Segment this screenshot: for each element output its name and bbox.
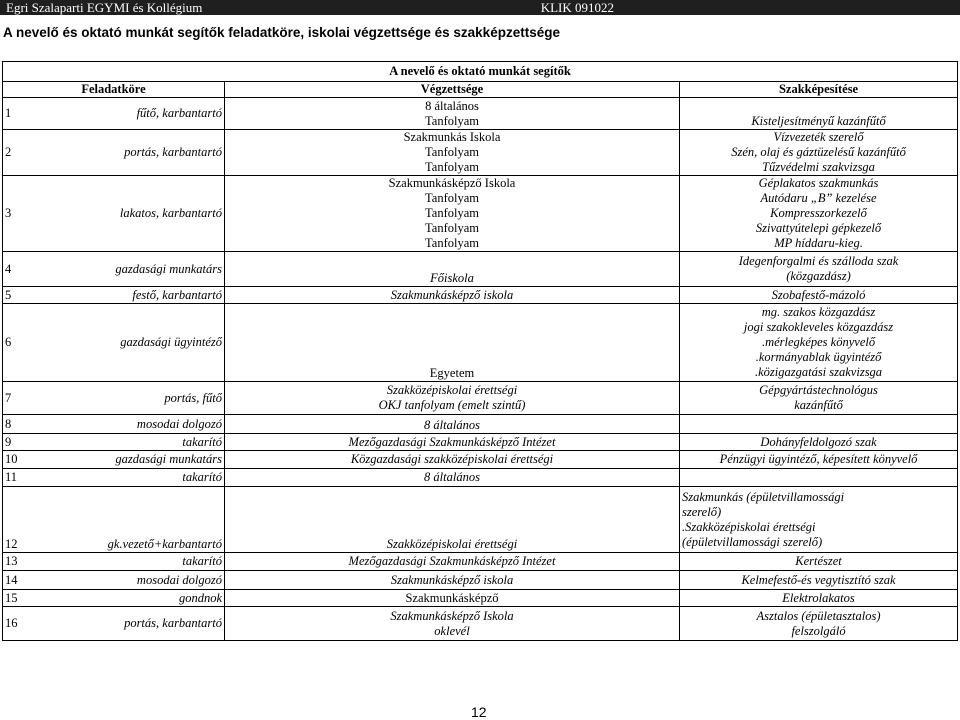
- row-education: Szakmunkásképző: [225, 590, 680, 607]
- table-row: [3, 130, 958, 176]
- row-qualification: Elektrolakatos: [680, 590, 958, 607]
- page-number: 12: [471, 704, 487, 720]
- row-job: mosodai dolgozó: [103, 415, 225, 434]
- row-qualification: Szobafestő-mázoló: [680, 287, 958, 304]
- row-education: Szakmunkásképző Iskola Tanfolyam Tanfolyam Tanfolyam Tanfolyam: [225, 176, 680, 252]
- table-row: [3, 607, 958, 641]
- row-job: lakatos, karbantartó: [103, 176, 225, 252]
- row-qualification: Szakmunkás (épületvillamossági szerelő) .Szakközépiskolai érettségi (épületvillamossági szerelő): [680, 487, 958, 553]
- row-job: takarító: [103, 469, 225, 487]
- row-job: gazdasági munkatárs: [103, 451, 225, 469]
- row-education: 8 általános Tanfolyam: [225, 98, 680, 130]
- table-header-row: [3, 82, 958, 98]
- row-job: portás, karbantartó: [103, 607, 225, 641]
- row-job: festő, karbantartó: [103, 287, 225, 304]
- row-job: takarító: [103, 553, 225, 571]
- row-qualification: Idegenforgalmi és szálloda szak (közgazdász): [680, 252, 958, 287]
- row-qualification: Asztalos (épületasztalos) felszolgáló: [680, 607, 958, 641]
- row-number: 7: [3, 382, 103, 415]
- row-education: Mezőgazdasági Szakmunkásképző Intézet: [225, 434, 680, 451]
- row-qualification: Dohányfeldolgozó szak: [680, 434, 958, 451]
- row-qualification: [680, 469, 958, 487]
- table-row: [3, 98, 958, 130]
- table-row: [3, 451, 958, 469]
- col-header-feladatkore: Feladatköre: [3, 82, 225, 98]
- row-qualification: Géplakatos szakmunkás Autódaru „B” kezelése Kompresszorkezelő Szivattyútelepi gépkezelő MP híddaru-kieg.: [680, 176, 958, 252]
- table-row: [3, 176, 958, 252]
- table-row: [3, 252, 958, 287]
- table-row: [3, 571, 958, 590]
- row-education: 8 általános: [225, 415, 680, 434]
- row-education: Egyetem: [225, 304, 680, 382]
- row-number: 4: [3, 252, 103, 287]
- table-row: [3, 415, 958, 434]
- row-qualification: Gépgyártástechnológus kazánfűtő: [680, 382, 958, 415]
- row-education: Szakmunkás Iskola Tanfolyam Tanfolyam: [225, 130, 680, 176]
- table-row: [3, 304, 958, 382]
- row-number: 11: [3, 469, 103, 487]
- table-caption-row: [3, 62, 958, 82]
- row-qualification: Kertészet: [680, 553, 958, 571]
- row-number: 3: [3, 176, 103, 252]
- document-title: A nevelő és oktató munkát segítők feladatköre, iskolai végzettsége és szakképzettsége: [3, 25, 560, 40]
- row-education: Szakközépiskolai érettségi: [225, 487, 680, 553]
- row-number: 9: [3, 434, 103, 451]
- staff-table: [2, 61, 958, 641]
- row-job: mosodai dolgozó: [103, 571, 225, 590]
- row-qualification: mg. szakos közgazdász jogi szakokleveles közgazdász .mérlegképes könyvelő .kormányablak ügyintéző .közigazgatási szakvizsga: [680, 304, 958, 382]
- page-header: [0, 0, 960, 15]
- row-qualification: Vízvezeték szerelő Szén, olaj és gáztüzelésű kazánfűtő Tűzvédelmi szakvizsga: [680, 130, 958, 176]
- row-job: portás, fűtő: [103, 382, 225, 415]
- row-education: Szakmunkásképző Iskola oklevél: [225, 607, 680, 641]
- row-job: portás, karbantartó: [103, 130, 225, 176]
- row-job: gazdasági ügyintéző: [103, 304, 225, 382]
- row-qualification: Pénzügyi ügyintéző, képesített könyvelő: [680, 451, 958, 469]
- row-qualification: Kisteljesítményű kazánfűtő: [680, 98, 958, 130]
- row-number: 13: [3, 553, 103, 571]
- row-qualification: [680, 415, 958, 434]
- row-job: takarító: [103, 434, 225, 451]
- table-row: [3, 434, 958, 451]
- row-job: gondnok: [103, 590, 225, 607]
- row-job: fűtő, karbantartó: [103, 98, 225, 130]
- row-number: 12: [3, 487, 103, 553]
- table-caption: A nevelő és oktató munkát segítők: [3, 62, 958, 82]
- header-code: KLIK 091022: [540, 0, 614, 15]
- table-row: [3, 382, 958, 415]
- row-number: 5: [3, 287, 103, 304]
- row-education: 8 általános: [225, 469, 680, 487]
- table-row: [3, 553, 958, 571]
- row-job: gazdasági munkatárs: [103, 252, 225, 287]
- row-number: 14: [3, 571, 103, 590]
- row-education: Mezőgazdasági Szakmunkásképző Intézet: [225, 553, 680, 571]
- row-education: Főiskola: [225, 252, 680, 287]
- row-education: Szakmunkásképző iskola: [225, 571, 680, 590]
- header-school: Egri Szalaparti EGYMI és Kollégium: [6, 0, 203, 15]
- row-number: 15: [3, 590, 103, 607]
- table-row: [3, 487, 958, 553]
- row-number: 16: [3, 607, 103, 641]
- row-education: Szakközépiskolai érettségi OKJ tanfolyam (emelt szintű): [225, 382, 680, 415]
- row-qualification: Kelmefestő-és vegytisztító szak: [680, 571, 958, 590]
- col-header-vegzettsege: Végzettsége: [225, 82, 680, 98]
- row-number: 6: [3, 304, 103, 382]
- row-number: 1: [3, 98, 103, 130]
- row-education: Közgazdasági szakközépiskolai érettségi: [225, 451, 680, 469]
- row-number: 8: [3, 415, 103, 434]
- col-header-szakkepesitese: Szakképesítése: [680, 82, 958, 98]
- row-number: 2: [3, 130, 103, 176]
- table-row: [3, 590, 958, 607]
- row-number: 10: [3, 451, 103, 469]
- row-education: Szakmunkásképző iskola: [225, 287, 680, 304]
- table-row: [3, 469, 958, 487]
- row-job: gk.vezető+karbantartó: [103, 487, 225, 553]
- table-row: [3, 287, 958, 304]
